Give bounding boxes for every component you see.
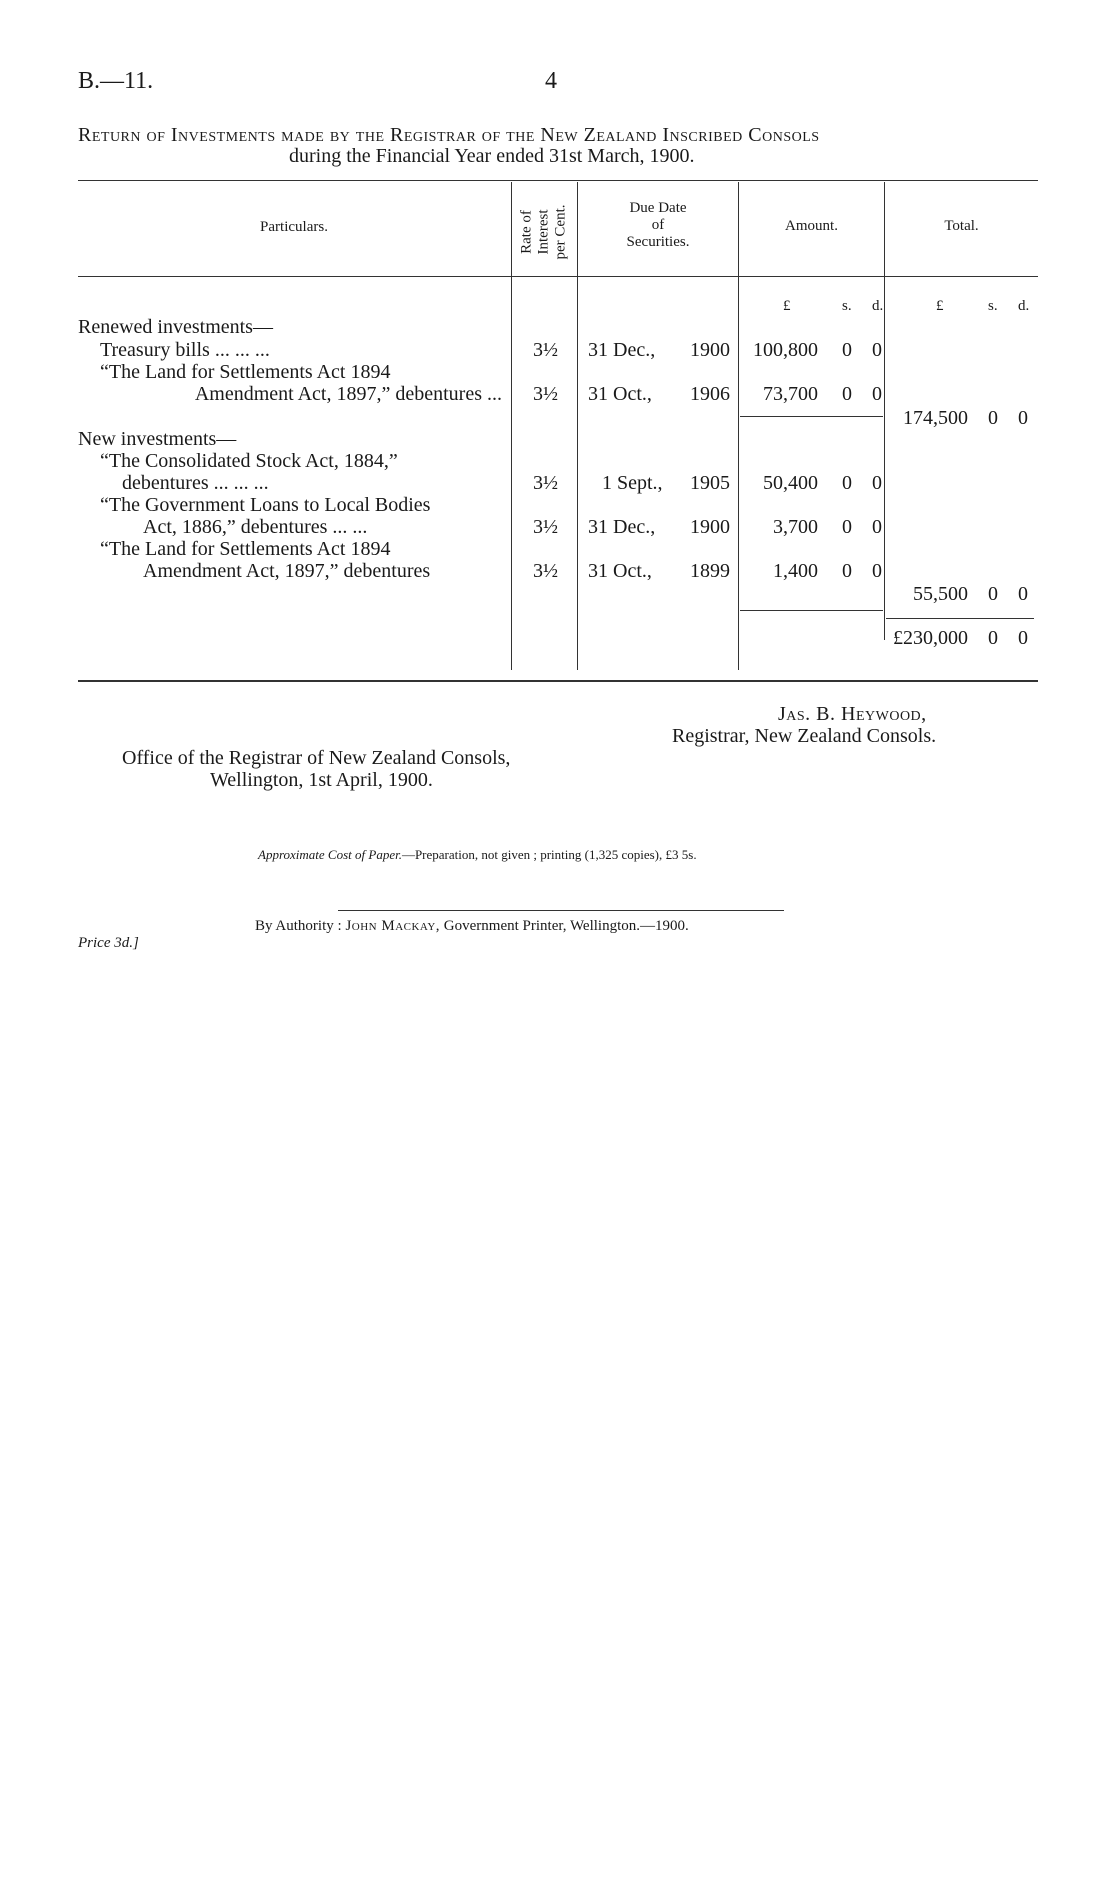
row-due-day: 1 Sept.,	[602, 472, 663, 494]
header-due-l1: Due Date	[629, 200, 687, 216]
row-amount-s: 0	[842, 516, 852, 538]
row-particulars: “The Land for Settlements Act 1894	[100, 538, 391, 560]
header-due-l3: Securities.	[626, 234, 690, 250]
office-line-1: Office of the Registrar of New Zealand Consols,	[122, 747, 511, 769]
row-amount-s: 0	[842, 383, 852, 405]
subtotal-new-pounds: 55,500	[913, 583, 968, 605]
row-particulars: “The Land for Settlements Act 1894	[100, 361, 391, 383]
cost-note-text: —Preparation, not given ; printing (1,325 copies), £3 5s.	[401, 847, 697, 862]
row-amount-d: 0	[872, 383, 882, 405]
row-due-year: 1905	[690, 472, 730, 494]
cost-note-label: Approximate Cost of Paper.	[258, 847, 402, 862]
subtotal-rule-renewed	[740, 416, 883, 417]
row-amount-d: 0	[872, 339, 882, 361]
row-amount-pounds: 1,400	[773, 560, 818, 582]
grand-total-s: 0	[988, 627, 998, 649]
subtotal-renewed-d: 0	[1018, 407, 1028, 429]
section-new: New investments—	[78, 428, 237, 450]
row-rate: 3½	[533, 339, 558, 361]
header-amount: Amount.	[785, 218, 838, 234]
row-amount-s: 0	[842, 339, 852, 361]
subtotal-renewed-s: 0	[988, 407, 998, 429]
signatory-name: Jas. B. Heywood,	[778, 703, 927, 725]
row-amount-d: 0	[872, 516, 882, 538]
header-rate	[511, 192, 577, 272]
section-renewed: Renewed investments—	[78, 316, 273, 338]
document-code: B.—11.	[78, 68, 154, 94]
header-rate-l1: Rate of	[518, 210, 535, 254]
row-particulars: “The Consolidated Stock Act, 1884,”	[100, 450, 398, 472]
table-header-rule	[78, 276, 1038, 277]
amount-unit-s: s.	[842, 298, 852, 314]
row-particulars-cont: Amendment Act, 1897,” debentures	[143, 560, 431, 582]
table-bottom-rule	[78, 680, 1038, 682]
signatory-title: Registrar, New Zealand Consols.	[672, 725, 937, 747]
authority-line	[255, 918, 689, 935]
row-due-year: 1906	[690, 383, 730, 405]
row-due-day: 31 Oct.,	[588, 560, 652, 582]
cost-note	[258, 847, 697, 863]
row-amount-pounds: 73,700	[763, 383, 818, 405]
row-due-day: 31 Dec.,	[588, 516, 656, 538]
authority-prefix: By Authority :	[255, 918, 342, 934]
grand-total-pounds: £230,000	[893, 627, 968, 649]
title-line-2: during the Financial Year ended 31st March, 1900.	[289, 145, 695, 167]
row-particulars-cont: debentures ... ... ...	[122, 472, 269, 494]
row-due-year: 1900	[690, 516, 730, 538]
table-top-rule	[78, 180, 1038, 181]
col-divider-3	[738, 182, 739, 670]
authority-printer: John Mackay,	[345, 918, 441, 934]
subtotal-new-s: 0	[988, 583, 998, 605]
authority-rule	[338, 910, 784, 911]
page-number: 4	[545, 68, 557, 94]
grand-total-d: 0	[1018, 627, 1028, 649]
col-divider-2	[577, 182, 578, 670]
amount-unit-pound: £	[783, 298, 791, 314]
row-rate: 3½	[533, 560, 558, 582]
row-amount-s: 0	[842, 472, 852, 494]
row-due-day: 31 Dec.,	[588, 339, 656, 361]
total-unit-s: s.	[988, 298, 998, 314]
row-particulars-cont: Amendment Act, 1897,” debentures ...	[194, 383, 502, 405]
row-particulars: Treasury bills ... ... ...	[100, 339, 270, 361]
row-amount-d: 0	[872, 560, 882, 582]
subtotal-rule-new	[740, 610, 883, 611]
amount-unit-d: d.	[872, 298, 884, 314]
row-amount-pounds: 50,400	[763, 472, 818, 494]
subtotal-renewed-pounds: 174,500	[903, 407, 968, 429]
subtotal-new-d: 0	[1018, 583, 1028, 605]
row-due-year: 1900	[690, 339, 730, 361]
row-rate: 3½	[533, 383, 558, 405]
header-due-l2: of	[651, 217, 665, 233]
row-particulars-cont: Act, 1886,” debentures ... ...	[143, 516, 368, 538]
header-particulars: Particulars.	[260, 219, 328, 235]
total-unit-d: d.	[1018, 298, 1030, 314]
row-amount-d: 0	[872, 472, 882, 494]
row-amount-pounds: 3,700	[773, 516, 818, 538]
header-rate-l3: per Cent.	[552, 204, 569, 260]
header-due-date	[578, 200, 738, 251]
office-line-2: Wellington, 1st April, 1900.	[210, 769, 433, 791]
title-line-1: Return of Investments made by the Registrar of the New Zealand Inscribed Consols	[78, 124, 820, 146]
total-rule	[886, 618, 1034, 619]
row-particulars: “The Government Loans to Local Bodies	[100, 494, 431, 516]
col-divider-4	[884, 182, 885, 640]
header-rate-l2: Interest	[535, 209, 552, 255]
authority-suffix: Government Printer, Wellington.—1900.	[443, 918, 689, 934]
row-due-day: 31 Oct.,	[588, 383, 652, 405]
price: Price 3d.]	[78, 935, 139, 951]
header-total: Total.	[944, 218, 979, 234]
row-rate: 3½	[533, 472, 558, 494]
row-rate: 3½	[533, 516, 558, 538]
row-due-year: 1899	[690, 560, 730, 582]
row-amount-pounds: 100,800	[753, 339, 818, 361]
total-unit-pound: £	[936, 298, 944, 314]
row-amount-s: 0	[842, 560, 852, 582]
